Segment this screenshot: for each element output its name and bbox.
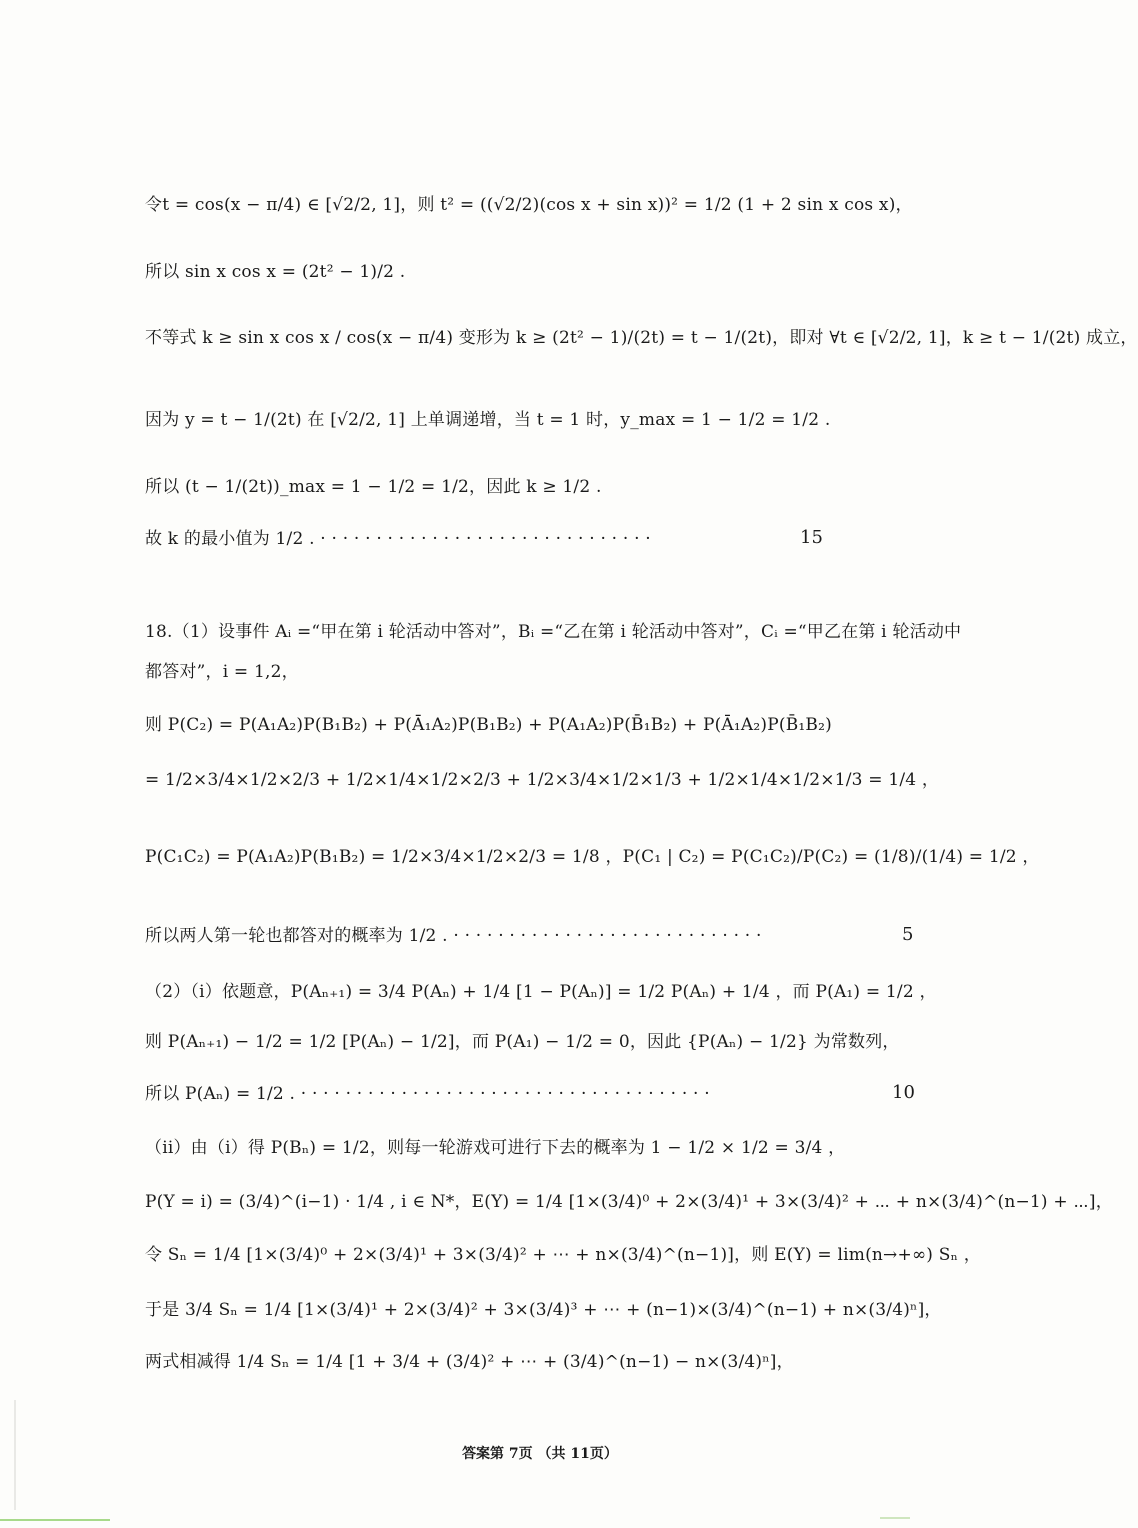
line-prob-first-round: 所以两人第一轮也都答对的概率为 1/2 . · · · · · · · · · · · · · · · · · · · · · · · · · · · · <box>145 926 762 946</box>
line-min-k: 故 k 的最小值为 1/2 . · · · · · · · · · · · · · · · · · · · · · · · · · · · · · · <box>145 529 651 549</box>
line-ey: P(Y = i) = (3/4)^(i−1) · 1/4 , i ∈ N*，E(Y) = 1/4 [1×(3/4)⁰ + 2×(3/4)¹ + 3×(3/4)² + ⋯ + n×(3/4)^(n−1) + ⋯]， <box>145 1192 1113 1212</box>
line-p-bn: （ii）由（i）得 P(Bₙ) = 1/2，则每一轮游戏可进行下去的概率为 1 − 1/2 × 1/2 = 3/4 ， <box>145 1138 846 1158</box>
line-sinxcosx: 所以 sin x cos x = (2t² − 1)/2 . <box>145 262 406 282</box>
line-sn: 令 Sₙ = 1/4 [1×(3/4)⁰ + 2×(3/4)¹ + 3×(3/4)² + ⋯ + n×(3/4)^(n−1)]，则 E(Y) = lim(n→+∞) Sₙ ， <box>145 1245 981 1265</box>
scan-edge-mark <box>0 1519 110 1521</box>
line-max-value: 所以 (t − 1/(2t))_max = 1 − 1/2 = 1/2，因此 k ≥ 1/2 . <box>145 477 602 497</box>
line-p-c2-value: = 1/2×3/4×1/2×2/3 + 1/2×1/4×1/2×2/3 + 1/2×3/4×1/2×1/3 + 1/2×1/4×1/2×1/3 = 1/4 ， <box>145 770 940 790</box>
line-inequality-transform: 不等式 k ≥ sin x cos x / cos(x − π/4) 变形为 k ≥ (2t² − 1)/(2t) = t − 1/(2t)，即对 ∀t ∈ [√2/2, 1]，k ≥ t − 1/(2t) 成立， <box>145 328 1138 348</box>
line-monotonic: 因为 y = t − 1/(2t) 在 [√2/2, 1] 上单调递增，当 t = 1 时，y_max = 1 − 1/2 = 1/2 . <box>145 410 831 430</box>
line-p-c2: 则 P(C₂) = P(A₁A₂)P(B₁B₂) + P(Ā₁A₂)P(B₁B₂) + P(A₁A₂)P(B̄₁B₂) + P(Ā₁A₂)P(B̄₁B₂) <box>145 715 832 735</box>
score-10: 10 <box>892 1082 915 1103</box>
line-substitution: 令t = cos(x − π/4) ∈ [√2/2, 1]，则 t² = ((√2/2)(cos x + sin x))² = 1/2 (1 + 2 sin x cos x)， <box>145 195 913 215</box>
line-constant-seq: 则 P(Aₙ₊₁) − 1/2 = 1/2 [P(Aₙ) − 1/2]，而 P(A₁) − 1/2 = 0，因此 {P(Aₙ) − 1/2} 为常数列， <box>145 1032 900 1052</box>
line-conditional-prob: P(C₁C₂) = P(A₁A₂)P(B₁B₂) = 1/2×3/4×1/2×2/3 = 1/8 ，P(C₁ | C₂) = P(C₁C₂)/P(C₂) = (1/8)/(1/4) = 1/2 ， <box>145 847 1040 867</box>
line-subtract: 两式相减得 1/4 Sₙ = 1/4 [1 + 3/4 + (3/4)² + ⋯ + (3/4)^(n−1) − n×(3/4)ⁿ]， <box>145 1352 794 1372</box>
page-footer: 答案第 7页 （共 11页） <box>462 1446 618 1462</box>
line-q18-events: 18.（1）设事件 Aᵢ =“甲在第 i 轮活动中答对”，Bᵢ =“乙在第 i 轮活动中答对”，Cᵢ =“甲乙在第 i 轮活动中都答对”，i = 1,2， <box>145 622 962 682</box>
score-5: 5 <box>902 924 914 945</box>
line-three-quarters-sn: 于是 3/4 Sₙ = 1/4 [1×(3/4)¹ + 2×(3/4)² + 3×(3/4)³ + ⋯ + (n−1)×(3/4)^(n−1) + n×(3/4)ⁿ]， <box>145 1300 942 1320</box>
line-p-an: 所以 P(Aₙ) = 1/2 . · · · · · · · · · · · · · · · · · · · · · · · · · · · · · · · · · · · · · <box>145 1084 710 1104</box>
line-recurrence: （2）（i）依题意，P(Aₙ₊₁) = 3/4 P(Aₙ) + 1/4 [1 − P(Aₙ)] = 1/2 P(Aₙ) + 1/4 ，而 P(A₁) = 1/2 ， <box>145 982 937 1002</box>
scan-edge-rule <box>14 1400 16 1510</box>
scan-edge-mark-right <box>880 1517 910 1519</box>
score-15: 15 <box>800 527 823 548</box>
